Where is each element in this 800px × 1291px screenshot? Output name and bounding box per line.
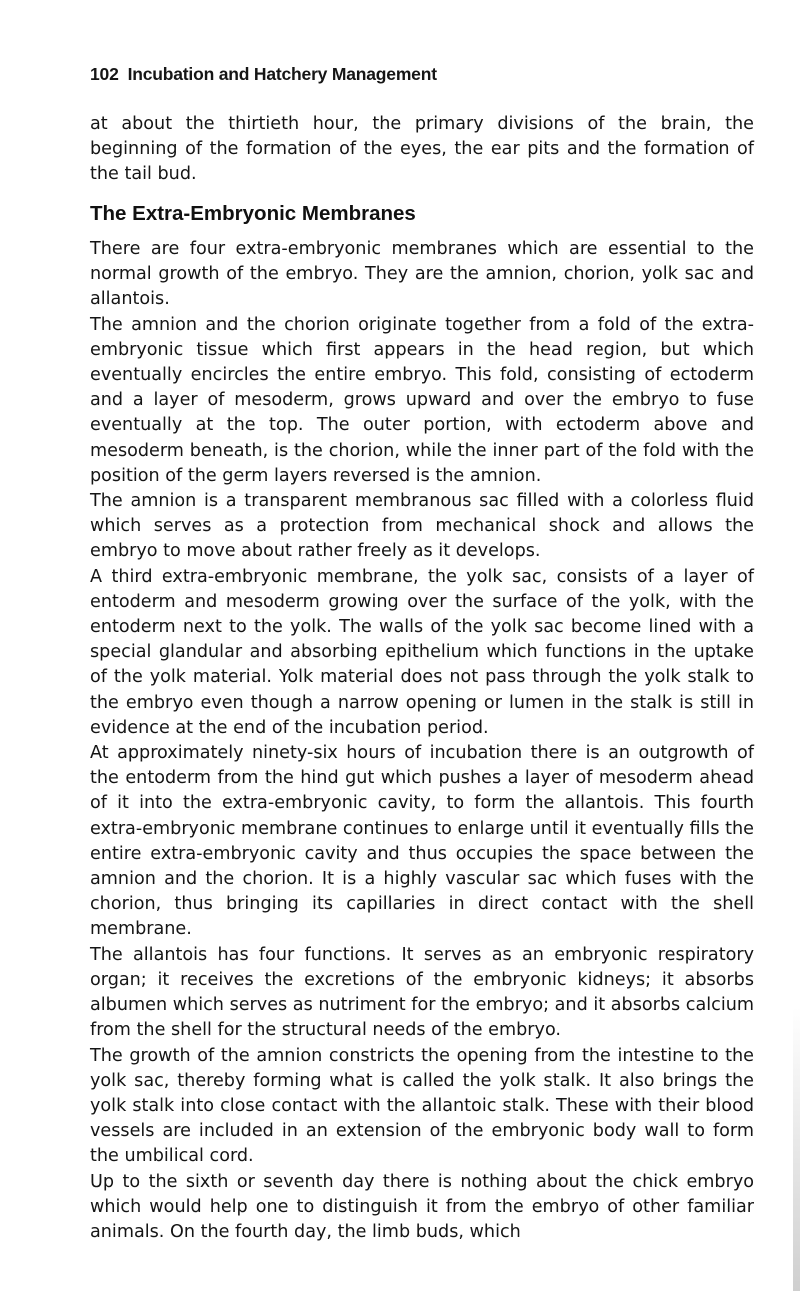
- paragraph-6: The allantois has four functions. It serves as an embryonic respiratory organ; it receives the excretions of the embryonic kidneys; it absorbs albumen which serves as nutriment for the embryo; and it absorbs calcium from the shell for the structural needs of the embryo.: [90, 944, 754, 1041]
- running-head-title: Incubation and Hatchery Management: [127, 64, 437, 84]
- paragraph-5: At approximately ninety-six hours of incubation there is an outgrowth of the entoderm from the hind gut which pushes a layer of mesoderm ahead of it into the extra-embryonic cavity, to form the allantois. This fourth extra-embryonic membrane continues to enlarge until it eventually fills the entire extra-embryonic cavity and thus occupies the space between the amnion and the chorion. It is a highly vascular sac which fuses with the chorion, thus bringing its capillaries in direct contact with the shell membrane.: [90, 743, 754, 940]
- paragraph-1: There are four extra-embryonic membranes which are essential to the normal growth of the embryo. They are the amnion, chorion, yolk sac and allantois.: [90, 239, 754, 310]
- page-edge-shadow: [793, 0, 800, 1291]
- paragraph-4: A third extra-embryonic membrane, the yolk sac, consists of a layer of entoderm and mesoderm growing over the surface of the yolk, with the entoderm next to the yolk. The walls of the yolk sac become lined with a special glandular and absorbing epithelium which functions in the uptake of the yolk material. Yolk material does not pass through the yolk stalk to the embryo even though a narrow opening or lumen in the stalk is still in evidence at the end of the incubation period.: [90, 566, 754, 738]
- running-head: [90, 64, 754, 85]
- opening-text: [90, 112, 754, 188]
- section-heading: The Extra-Embryonic Membranes: [90, 202, 416, 225]
- opening-paragraph: at about the thirtieth hour, the primary divisions of the brain, the beginning of the formation of the eyes, the ear pits and the formation of the tail bud.: [90, 114, 754, 185]
- page-number: 102: [90, 64, 119, 84]
- paragraph-7: The growth of the amnion constricts the opening from the intestine to the yolk sac, thereby forming what is called the yolk stalk. It also brings the yolk stalk into close contact with the allantoic stalk. These with their blood vessels are included in an extension of the embryonic body wall to form the umbilical cord.: [90, 1045, 754, 1167]
- section-body: [90, 237, 754, 1245]
- paragraph-3: The amnion is a transparent membranous sac filled with a colorless fluid which serves as a protection from mechanical shock and allows the embryo to move about rather freely as it develops.: [90, 491, 754, 562]
- paragraph-8: Up to the sixth or seventh day there is nothing about the chick embryo which would help one to distinguish it from the embryo of other familiar animals. On the fourth day, the limb buds, which: [90, 1171, 754, 1242]
- paragraph-2: The amnion and the chorion originate together from a fold of the extra-embryonic tissue which first appears in the head region, but which eventually encircles the entire embryo. This fold, consisting of ectoderm and a layer of mesoderm, grows upward and over the embryo to fuse eventually at the top. The outer portion, with ectoderm above and mesoderm beneath, is the chorion, while the inner part of the fold with the position of the germ layers reversed is the amnion.: [90, 314, 754, 486]
